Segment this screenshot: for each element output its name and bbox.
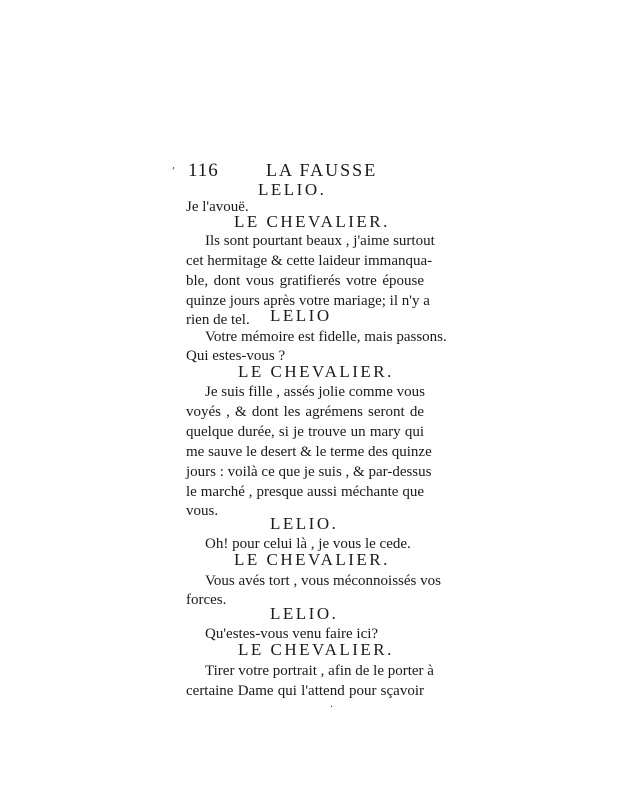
dialogue-line: voyés , & dont les agrémens seront de [186,404,424,420]
ink-mark: , [172,160,176,171]
speaker-chevalier: LE CHEVALIER. [234,212,390,231]
ink-mark: · [330,702,334,713]
speaker-lelio: LELIO. [258,180,327,199]
dialogue-line: Vous avés tort , vous méconnoissés vos [205,573,441,589]
speaker-chevalier: LE CHEVALIER. [238,362,394,381]
speaker-lelio: LELIO. [270,604,339,623]
dialogue-line: certaine Dame qui l'attend pour sçavoir [186,683,424,699]
dialogue-line: quinze jours après votre mariage; il n'y a [186,293,430,309]
dialogue-line: quelque durée, si je trouve un mary qui [186,424,424,440]
running-title: LA FAUSSE [266,160,378,180]
speaker-lelio: LELIO. [270,514,339,533]
dialogue-line: Je suis fille , assés jolie comme vous [205,384,425,400]
dialogue-line: jours : voilà ce que je suis , & par-dessus [186,464,432,480]
dialogue-line: cet hermitage & cette laideur immanqua- [186,253,433,269]
dialogue-line: Qui estes-vous ? [186,348,286,364]
dialogue-line: le marché , presque aussi méchante que [186,484,424,500]
dialogue-line: Votre mémoire est fidelle, mais passons. [205,329,447,345]
dialogue-line: Oh! pour celui là , je vous le cede. [205,536,411,552]
dialogue-line: Ils sont pourtant beaux , j'aime surtout [205,233,435,249]
speaker-chevalier: LE CHEVALIER. [234,550,390,569]
dialogue-line: ble, dont vous gratifierés votre épouse [186,273,424,289]
page-number: 116 [188,160,219,181]
dialogue-line: me sauve le desert & le terme des quinze [186,444,432,460]
dialogue-line: Qu'estes-vous venu faire ici? [205,626,379,642]
speaker-lelio: LELIO [270,306,332,325]
dialogue-line: Tirer votre portrait , afin de le porter à [205,663,434,679]
dialogue-line: vous. [186,503,219,519]
dialogue-line: forces. [186,592,227,608]
dialogue-line: Je l'avouë. [186,199,249,215]
dialogue-line: rien de tel. [186,312,250,328]
speaker-chevalier: LE CHEVALIER. [238,640,394,659]
